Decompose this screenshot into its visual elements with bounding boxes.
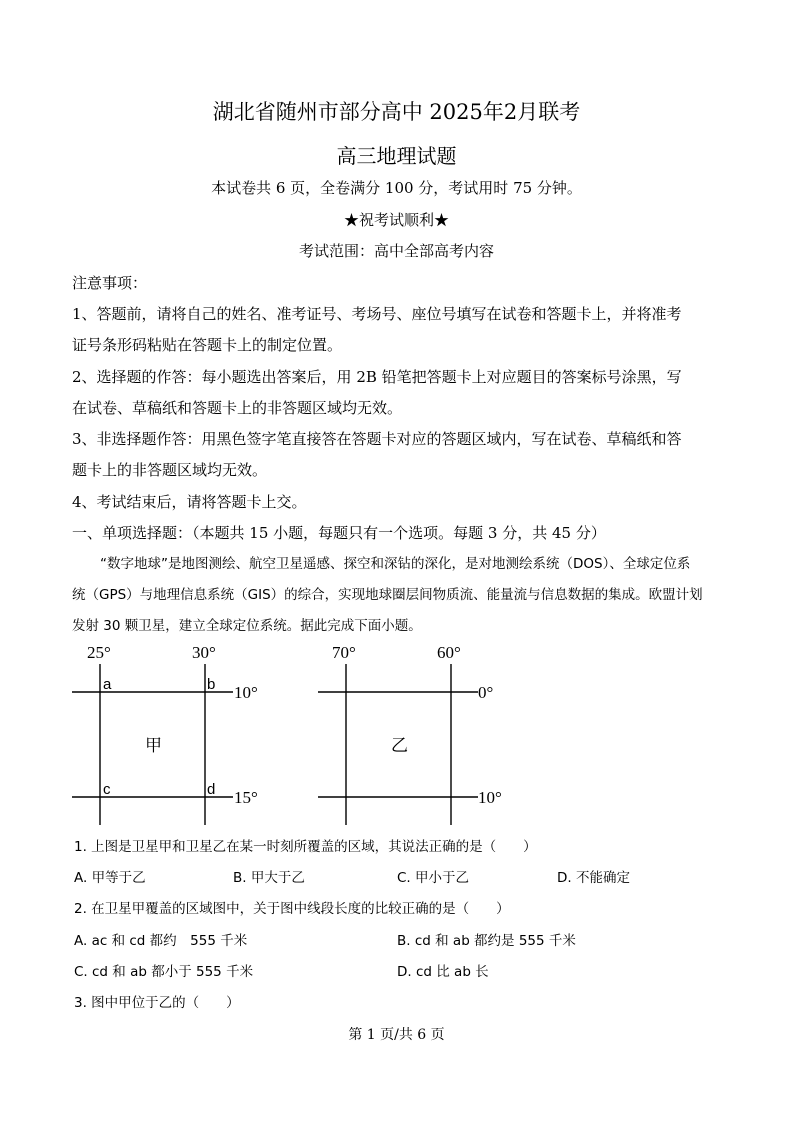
jia-lon-right-label: 30° [192,643,216,662]
corner-d-label: d [207,781,216,798]
q2-stem: 2. 在卫星甲覆盖的区域图中，关于图中线段长度的比较正确的是（ ） [74,901,510,917]
satellite-coverage-figure [0,630,793,835]
exam-subtitle: 高三地理试题 [336,144,457,168]
q1-option-a: A. 甲等于乙 [74,870,146,886]
diagram-jia [72,643,258,825]
q1-option-b: B. 甲大于乙 [233,870,305,886]
corner-a-label: a [103,676,112,693]
q2-option-b: B. cd 和 ab 都约是 555 千米 [397,933,576,949]
q2-option-a: A. ac 和 cd 都约 555 千米 [74,933,248,949]
yi-lon-right-label: 60° [437,643,461,662]
note-1-line-2: 证号条形码粘贴在答题卡上的制定位置。 [72,336,343,354]
note-1-line-1: 1、答题前，请将自己的姓名、准考证号、考场号、座位号填写在试卷和答题卡上，并将准考 [72,305,682,323]
corner-c-label: c [103,781,111,798]
passage-line-1: “数字地球”是地图测绘、航空卫星遥感、探空和深钻的深化，是对地测绘系统（DOS）、全球定位系 [100,556,691,572]
notes-heading: 注意事项： [72,274,148,292]
exam-wish: ★祝考试顺利★ [343,211,449,229]
note-4: 4、考试结束后，请将答题卡上交。 [72,493,307,511]
q2-option-d: D. cd 比 ab 长 [397,964,489,980]
exam-scope: 考试范围：高中全部高考内容 [298,242,494,260]
exam-title: 湖北省随州市部分高中 2025年2月联考 [212,100,581,124]
q1-stem: 1. 上图是卫星甲和卫星乙在某一时刻所覆盖的区域，其说法正确的是（ ） [74,839,537,855]
jia-lon-left-label: 25° [87,643,111,662]
passage-line-2: 统（GPS）与地理信息系统（GIS）的综合，实现地球圈层间物质流、能量流与信息数据的集成。欧盟计划 [72,587,703,603]
yi-lat-bottom-label: 10° [478,788,502,807]
note-3-line-1: 3、非选择题作答：用黑色签字笔直接答在答题卡对应的答题区域内，写在试卷、草稿纸和答 [72,430,682,448]
yi-lon-left-label: 70° [332,643,356,662]
page-footer: 第 1 页/共 6 页 [348,1027,445,1043]
jia-lat-top-label: 10° [234,683,258,702]
q2-option-c: C. cd 和 ab 都小于 555 千米 [74,964,254,980]
jia-lat-bottom-label: 15° [234,788,258,807]
note-3-line-2: 题卡上的非答题区域均无效。 [72,461,268,479]
corner-b-label: b [207,676,216,693]
region-yi-label: 乙 [391,736,408,755]
note-2-line-2: 在试卷、草稿纸和答题卡上的非答题区域均无效。 [72,399,403,417]
exam-info: 本试卷共 6 页，全卷满分 100 分，考试用时 75 分钟。 [211,179,582,197]
passage-line-3: 发射 30 颗卫星，建立全球定位系统。据此完成下面小题。 [72,618,422,634]
diagram-yi [318,643,502,825]
q3-stem: 3. 图中甲位于乙的（ ） [74,995,240,1011]
yi-lat-top-label: 0° [478,683,494,702]
region-jia-label: 甲 [145,736,162,755]
section-1-heading: 一、单项选择题：（本题共 15 小题，每题只有一个选项。每题 3 分，共 45 分） [72,524,606,542]
note-2-line-1: 2、选择题的作答：每小题选出答案后，用 2B 铅笔把答题卡上对应题目的答案标号涂黑，写 [72,368,682,386]
q1-option-c: C. 甲小于乙 [397,870,470,886]
q1-option-d: D. 不能确定 [557,870,630,886]
